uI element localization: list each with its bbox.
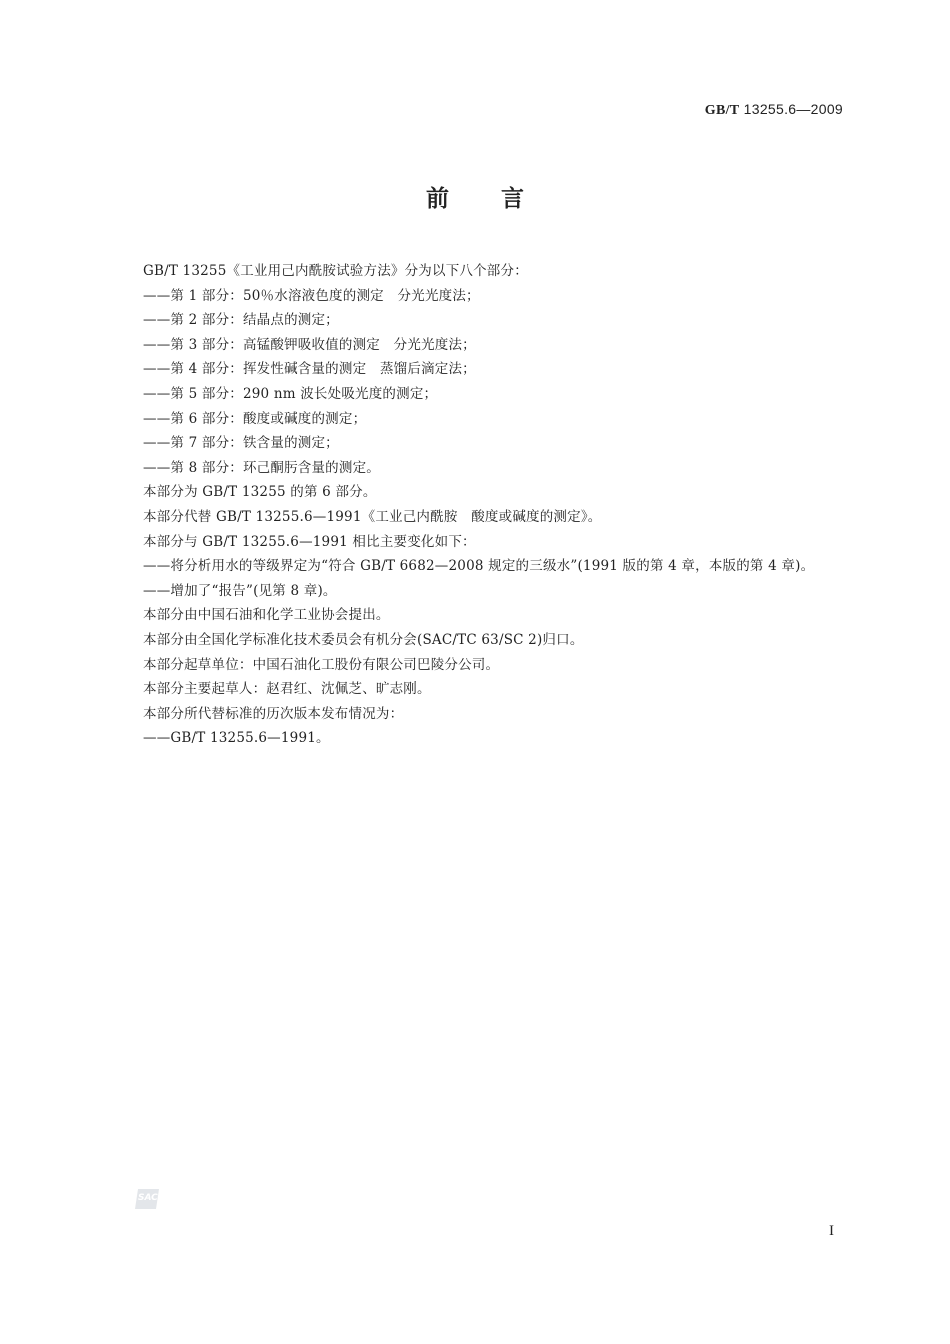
list-item-part-5: ——第 5 部分：290 nm 波长处吸光度的测定； (143, 385, 438, 402)
list-item-part-6: ——第 6 部分：酸度或碱度的测定； (143, 410, 367, 427)
sac-logo-icon (134, 1187, 160, 1211)
list-item-part-7: ——第 7 部分：铁含量的测定； (143, 435, 339, 452)
foreword-body (143, 259, 843, 751)
list-item-change-water-grade: ——将分析用水的等级界定为“符合 GB/T 6682—2008 规定的三级水”(1991 版的第 4 章，本版的第 4 章)。 (143, 558, 815, 575)
paragraph-changes-intro: 本部分与 GB/T 13255.6—1991 相比主要变化如下： (143, 533, 476, 550)
list-item-previous-edition: ——GB/T 13255.6—1991。 (143, 730, 330, 747)
standard-number: 13255.6—2009 (743, 101, 843, 117)
paragraph-proposed-by: 本部分由中国石油和化学工业协会提出。 (143, 607, 390, 624)
paragraph-series-intro: GB/T 13255《工业用己内酰胺试验方法》分为以下八个部分： (143, 263, 528, 279)
page-number: I (829, 1223, 834, 1239)
paragraph-this-part: 本部分为 GB/T 13255 的第 6 部分。 (143, 484, 377, 501)
list-item-part-4: ——第 4 部分：挥发性碱含量的测定 蒸馏后滴定法； (143, 361, 476, 378)
list-item-change-report: ——增加了“报告”(见第 8 章)。 (143, 582, 337, 599)
standard-code (705, 101, 843, 119)
page-title: 前言 (426, 186, 576, 212)
paragraph-drafting-unit: 本部分起草单位：中国石油化工股份有限公司巴陵分公司。 (143, 656, 500, 673)
standard-prefix: GB/T (704, 103, 740, 118)
paragraph-replaces: 本部分代替 GB/T 13255.6—1991《工业己内酰胺 酸度或碱度的测定》。 (143, 508, 602, 525)
paragraph-drafters: 本部分主要起草人：赵君红、沈佩芝、旷志刚。 (143, 681, 431, 698)
list-item-part-8: ——第 8 部分：环己酮肟含量的测定。 (143, 459, 380, 476)
list-item-part-1: ——第 1 部分：50％水溶液色度的测定 分光光度法； (143, 287, 480, 304)
paragraph-under-jurisdiction: 本部分由全国化学标准化技术委员会有机分会(SAC/TC 63/SC 2)归口。 (143, 631, 584, 648)
list-item-part-3: ——第 3 部分：高锰酸钾吸收值的测定 分光光度法； (143, 336, 476, 353)
sac-logo-text: SAC (138, 1193, 158, 1203)
list-item-part-2: ——第 2 部分：结晶点的测定； (143, 312, 339, 329)
paragraph-previous-editions: 本部分所代替标准的历次版本发布情况为： (143, 705, 404, 722)
